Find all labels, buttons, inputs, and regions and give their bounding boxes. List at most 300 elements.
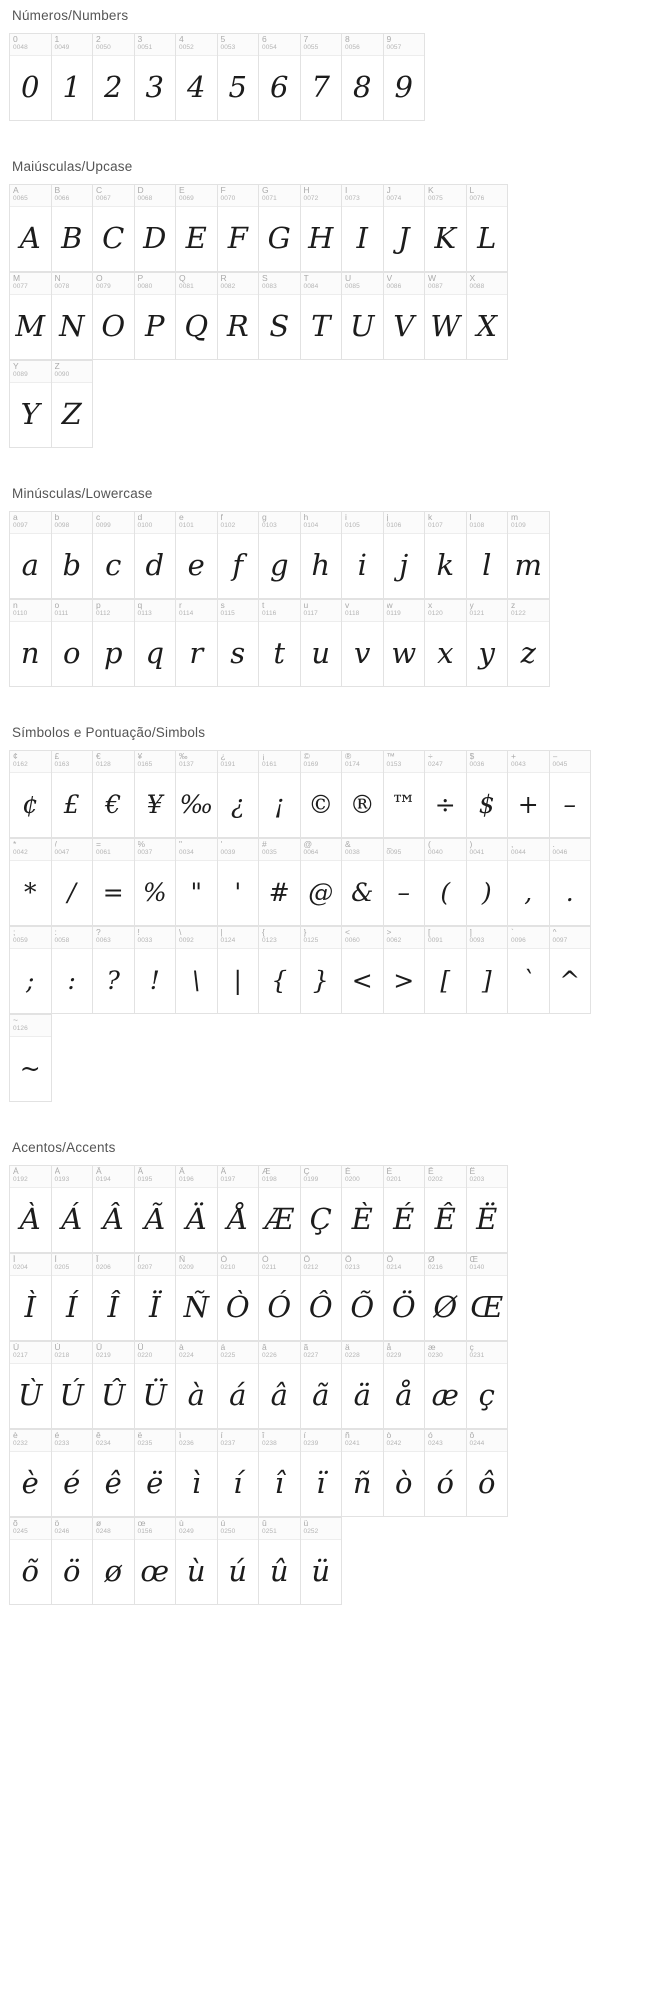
glyph-cell[interactable] [93, 34, 135, 121]
glyph-cell[interactable] [52, 839, 94, 926]
glyph-preview: Ã [144, 1201, 166, 1236]
glyph-code-label: 0093 [469, 937, 485, 944]
glyph-cell[interactable] [425, 1254, 467, 1341]
glyph-cell[interactable] [135, 185, 177, 272]
glyph-cell[interactable] [176, 1430, 218, 1517]
glyph-cell[interactable] [135, 1166, 177, 1253]
glyph-preview: @ [308, 877, 334, 907]
glyph-code-label: 0055 [303, 44, 319, 51]
glyph-cell[interactable] [10, 185, 52, 272]
glyph-code-label: 0245 [13, 1528, 28, 1535]
glyph-cell[interactable] [10, 839, 52, 926]
glyph-meta [301, 1430, 342, 1452]
glyph-section-accents [0, 1132, 661, 1605]
glyph-preview: ô [478, 1465, 496, 1500]
glyph-cell[interactable] [52, 1518, 94, 1605]
glyph-cell[interactable] [10, 1518, 52, 1605]
glyph-preview: ( [440, 877, 451, 907]
glyph-cell[interactable] [10, 927, 52, 1014]
glyph-cell[interactable] [259, 1254, 301, 1341]
glyph-preview: ó [436, 1465, 454, 1500]
glyph-preview: f [232, 547, 244, 582]
glyph-meta [218, 600, 259, 622]
glyph-cell[interactable] [10, 1015, 52, 1102]
glyph-cell[interactable] [384, 34, 426, 121]
glyph-cell[interactable] [425, 185, 467, 272]
glyph-cell[interactable] [259, 1518, 301, 1605]
glyph-cell[interactable] [52, 600, 94, 687]
glyph-cell[interactable] [301, 1254, 343, 1341]
glyph-cell[interactable] [135, 600, 177, 687]
glyph-char-label: % [137, 840, 146, 849]
glyph-preview: ¡ [274, 789, 285, 819]
glyph-cell[interactable] [10, 751, 52, 838]
glyph-char-label: ò [386, 1431, 392, 1440]
glyph-code-label: 0071 [262, 195, 277, 202]
glyph-cell[interactable] [342, 1254, 384, 1341]
glyph-cell[interactable] [301, 1430, 343, 1517]
glyph-preview: = [102, 877, 124, 907]
glyph-cell[interactable] [135, 927, 177, 1014]
glyph-cell[interactable] [384, 512, 426, 599]
glyph-code-label: 0162 [13, 761, 28, 768]
glyph-cell[interactable] [52, 185, 94, 272]
glyph-char-label: ï [303, 1431, 306, 1440]
glyph-cell[interactable] [93, 751, 135, 838]
glyph-preview: e [187, 547, 205, 582]
glyph-preview: E [185, 220, 207, 255]
glyph-cell[interactable] [52, 751, 94, 838]
glyph-preview: F [227, 220, 248, 255]
glyph-cell[interactable] [467, 512, 509, 599]
glyph-code-label: 0230 [428, 1352, 443, 1359]
glyph-cell[interactable] [135, 839, 177, 926]
glyph-char-label: x [428, 601, 433, 610]
glyph-cell[interactable] [10, 34, 52, 121]
glyph-meta [259, 1166, 300, 1188]
glyph-preview: O [101, 308, 126, 343]
glyph-cell[interactable] [425, 927, 467, 1014]
glyph-preview: A [19, 220, 41, 255]
glyph-cell[interactable] [425, 751, 467, 838]
glyph-cell[interactable] [342, 512, 384, 599]
glyph-cell[interactable] [176, 185, 218, 272]
glyph-char-label: D [137, 186, 144, 195]
glyph-cell[interactable] [425, 512, 467, 599]
glyph-cell[interactable] [384, 927, 426, 1014]
glyph-cell[interactable] [384, 185, 426, 272]
glyph-cell[interactable] [218, 600, 260, 687]
glyph-code-label: 0205 [54, 1264, 70, 1271]
glyph-cell[interactable] [135, 1254, 177, 1341]
glyph-cell[interactable] [135, 1518, 177, 1605]
glyph-cell[interactable] [342, 1342, 384, 1429]
glyph-char-label: ¢ [13, 752, 18, 761]
glyph-cell[interactable] [425, 1166, 467, 1253]
glyph-preview: b [62, 547, 82, 582]
glyph-cell[interactable] [384, 751, 426, 838]
glyph-cell[interactable] [93, 512, 135, 599]
glyph-cell[interactable] [218, 34, 260, 121]
glyph-cell[interactable] [508, 600, 550, 687]
glyph-cell[interactable] [93, 927, 135, 1014]
glyph-preview: y [478, 635, 495, 670]
glyph-cell[interactable] [93, 1342, 135, 1429]
glyph-cell[interactable] [218, 1342, 260, 1429]
glyph-cell[interactable] [467, 1166, 509, 1253]
glyph-cell[interactable] [301, 1166, 343, 1253]
glyph-cell[interactable] [93, 600, 135, 687]
glyph-code-label: 0057 [386, 44, 402, 51]
glyph-cell[interactable] [10, 600, 52, 687]
glyph-cell[interactable] [384, 1166, 426, 1253]
glyph-char-label: Ò [220, 1255, 228, 1264]
glyph-cell[interactable] [301, 751, 343, 838]
glyph-meta [52, 34, 93, 56]
glyph-cell[interactable] [135, 1342, 177, 1429]
glyph-meta [218, 751, 259, 773]
glyph-cell[interactable] [259, 927, 301, 1014]
glyph-cell[interactable] [52, 34, 94, 121]
glyph-cell[interactable] [508, 839, 550, 926]
glyph-char-label: Œ [469, 1255, 478, 1264]
glyph-cell[interactable] [176, 1518, 218, 1605]
glyph-cell[interactable] [384, 1430, 426, 1517]
glyph-preview: v [354, 635, 371, 670]
glyph-cell[interactable] [176, 927, 218, 1014]
glyph-cell[interactable] [301, 600, 343, 687]
glyph-preview: H [308, 220, 334, 255]
glyph-cell[interactable] [425, 839, 467, 926]
glyph-cell[interactable] [259, 839, 301, 926]
glyph-meta [10, 751, 51, 773]
glyph-cell[interactable] [342, 600, 384, 687]
glyph-cell[interactable] [93, 1430, 135, 1517]
glyph-cell[interactable] [135, 751, 177, 838]
glyph-preview: 1 [62, 69, 81, 104]
glyph-preview: Ô [308, 1289, 333, 1324]
glyph-cell[interactable] [10, 273, 52, 360]
glyph-char-label: ê [96, 1431, 101, 1440]
glyph-cell[interactable] [176, 1166, 218, 1253]
glyph-meta [384, 927, 425, 949]
glyph-cell[interactable] [259, 751, 301, 838]
glyph-cell[interactable] [176, 839, 218, 926]
glyph-meta [93, 1166, 134, 1188]
glyph-cell[interactable] [342, 34, 384, 121]
glyph-preview: 3 [145, 69, 164, 104]
glyph-cell[interactable] [550, 839, 592, 926]
glyph-code-label: 0199 [303, 1176, 319, 1183]
glyph-code-label: 0042 [13, 849, 28, 856]
glyph-cell[interactable] [176, 34, 218, 121]
glyph-code-label: 0058 [54, 937, 70, 944]
glyph-cell[interactable] [176, 600, 218, 687]
glyph-cell[interactable] [301, 839, 343, 926]
glyph-code-label: 0198 [262, 1176, 277, 1183]
glyph-cell[interactable] [218, 512, 260, 599]
glyph-char-label: ` [511, 928, 514, 937]
glyph-cell[interactable] [10, 512, 52, 599]
glyph-cell[interactable] [176, 273, 218, 360]
glyph-cell[interactable] [467, 927, 509, 1014]
glyph-meta [467, 1342, 508, 1364]
glyph-meta [10, 1342, 51, 1364]
glyph-preview: J [397, 220, 410, 255]
glyph-cell[interactable] [259, 273, 301, 360]
glyph-cell[interactable] [467, 600, 509, 687]
glyph-preview: } [312, 965, 329, 995]
glyph-meta [425, 512, 466, 534]
glyph-cell[interactable] [342, 1166, 384, 1253]
glyph-char-label: æ [428, 1343, 436, 1352]
glyph-cell[interactable] [301, 512, 343, 599]
glyph-cell[interactable] [301, 1342, 343, 1429]
glyph-preview: á [229, 1377, 247, 1412]
glyph-cell[interactable] [342, 839, 384, 926]
glyph-cell[interactable] [218, 927, 260, 1014]
glyph-meta [425, 927, 466, 949]
glyph-meta [259, 839, 300, 861]
glyph-meta [218, 927, 259, 949]
glyph-meta [176, 927, 217, 949]
glyph-cell[interactable] [52, 1254, 94, 1341]
glyph-preview: M [15, 308, 46, 343]
glyph-meta [176, 1166, 217, 1188]
glyph-cell[interactable] [93, 1518, 135, 1605]
glyph-cell[interactable] [342, 751, 384, 838]
glyph-preview: , [524, 877, 533, 907]
glyph-meta [508, 839, 549, 861]
glyph-cell[interactable] [550, 927, 592, 1014]
glyph-cell[interactable] [135, 34, 177, 121]
glyph-cell[interactable] [93, 185, 135, 272]
glyph-cell[interactable] [259, 1166, 301, 1253]
glyph-cell[interactable] [93, 839, 135, 926]
glyph-code-label: 0075 [428, 195, 443, 202]
glyph-meta [259, 1342, 300, 1364]
glyph-cell[interactable] [467, 1430, 509, 1517]
glyph-cell[interactable] [218, 1518, 260, 1605]
glyph-meta [342, 1166, 383, 1188]
glyph-cell[interactable] [259, 34, 301, 121]
glyph-meta [259, 185, 300, 207]
glyph-preview: ù [186, 1553, 206, 1588]
glyph-cell[interactable] [52, 273, 94, 360]
glyph-meta [467, 1430, 508, 1452]
glyph-cell[interactable] [550, 751, 592, 838]
glyph-meta [93, 839, 134, 861]
glyph-cell[interactable] [259, 600, 301, 687]
glyph-preview: * [24, 877, 37, 907]
glyph-cell[interactable] [10, 361, 52, 448]
glyph-cell[interactable] [342, 273, 384, 360]
glyph-cell[interactable] [218, 1430, 260, 1517]
glyph-cell[interactable] [218, 1166, 260, 1253]
glyph-cell[interactable] [384, 1342, 426, 1429]
glyph-cell[interactable] [467, 185, 509, 272]
glyph-char-label: o [54, 601, 60, 610]
glyph-cell[interactable] [218, 839, 260, 926]
glyph-cell[interactable] [176, 1254, 218, 1341]
glyph-cell[interactable] [135, 512, 177, 599]
glyph-char-label: Å [220, 1167, 227, 1176]
glyph-preview: 4 [187, 69, 206, 104]
glyph-code-label: 0194 [96, 1176, 111, 1183]
glyph-cell[interactable] [93, 1254, 135, 1341]
glyph-row [9, 1517, 342, 1605]
glyph-cell[interactable] [259, 1430, 301, 1517]
glyph-preview: Ö [391, 1289, 416, 1324]
glyph-preview: é [63, 1465, 81, 1500]
glyph-char-label: C [96, 186, 103, 195]
glyph-preview: 9 [394, 69, 413, 104]
glyph-cell[interactable] [218, 185, 260, 272]
glyph-cell[interactable] [135, 1430, 177, 1517]
glyph-cell[interactable] [10, 1342, 52, 1429]
glyph-char-label: F [220, 186, 226, 195]
glyph-cell[interactable] [384, 1254, 426, 1341]
glyph-cell[interactable] [176, 1342, 218, 1429]
glyph-preview: D [143, 220, 167, 255]
glyph-meta [52, 361, 93, 383]
glyph-cell[interactable] [52, 512, 94, 599]
glyph-code-label: 0211 [262, 1264, 277, 1271]
glyph-cell[interactable] [135, 273, 177, 360]
glyph-cell[interactable] [508, 751, 550, 838]
glyph-code-label: 0088 [469, 283, 485, 290]
glyph-cell[interactable] [342, 927, 384, 1014]
glyph-cell[interactable] [508, 927, 550, 1014]
glyph-cell[interactable] [301, 1518, 343, 1605]
glyph-char-label: Ù [13, 1343, 20, 1352]
glyph-code-label: 0191 [220, 761, 236, 768]
glyph-preview: â [270, 1377, 288, 1412]
glyph-cell[interactable] [425, 1430, 467, 1517]
glyph-code-label: 0123 [262, 937, 277, 944]
glyph-cell[interactable] [218, 273, 260, 360]
glyph-cell[interactable] [218, 1254, 260, 1341]
glyph-meta [508, 512, 549, 534]
glyph-preview: ç [478, 1377, 495, 1412]
glyph-cell[interactable] [342, 185, 384, 272]
glyph-code-label: 0070 [220, 195, 236, 202]
glyph-cell[interactable] [52, 1430, 94, 1517]
glyph-meta [218, 1166, 259, 1188]
glyph-cell[interactable] [467, 1342, 509, 1429]
glyph-char-label: * [13, 840, 17, 849]
glyph-char-label: N [54, 274, 61, 283]
glyph-code-label: 0049 [54, 44, 70, 51]
glyph-code-label: 0064 [303, 849, 319, 856]
glyph-preview: s [230, 635, 246, 670]
glyph-char-label: 7 [303, 35, 309, 44]
glyph-cell[interactable] [467, 839, 509, 926]
glyph-char-label: ø [96, 1519, 102, 1528]
glyph-cell[interactable] [259, 512, 301, 599]
glyph-cell[interactable] [52, 927, 94, 1014]
glyph-cell[interactable] [425, 600, 467, 687]
glyph-row [9, 511, 550, 599]
glyph-char-label: 0 [13, 35, 18, 44]
glyph-cell[interactable] [52, 1342, 94, 1429]
glyph-cell[interactable] [52, 361, 94, 448]
glyph-cell[interactable] [301, 927, 343, 1014]
glyph-preview: . [565, 877, 574, 907]
glyph-preview: œ [140, 1553, 170, 1588]
glyph-cell[interactable] [259, 185, 301, 272]
glyph-char-label: Ã [137, 1167, 144, 1176]
glyph-cell[interactable] [176, 751, 218, 838]
glyph-meta [176, 273, 217, 295]
glyph-cell[interactable] [301, 273, 343, 360]
glyph-char-label: X [469, 274, 476, 283]
glyph-cell[interactable] [52, 1166, 94, 1253]
glyph-preview: Ä [185, 1201, 207, 1236]
glyph-char-label: I [345, 186, 348, 195]
glyph-cell[interactable] [93, 1166, 135, 1253]
glyph-cell[interactable] [425, 273, 467, 360]
glyph-preview: Ú [59, 1377, 84, 1412]
glyph-code-label: 0107 [428, 522, 443, 529]
glyph-code-label: 0101 [179, 522, 194, 529]
glyph-meta [10, 1430, 51, 1452]
glyph-cell[interactable] [384, 600, 426, 687]
glyph-cell[interactable] [301, 185, 343, 272]
glyph-cell[interactable] [301, 34, 343, 121]
glyph-cell[interactable] [384, 273, 426, 360]
glyph-code-label: 0118 [345, 610, 360, 617]
glyph-char-label: ñ [345, 1431, 350, 1440]
glyph-char-label: < [345, 928, 350, 937]
glyph-meta [218, 1342, 259, 1364]
glyph-cell[interactable] [93, 273, 135, 360]
glyph-cell[interactable] [508, 512, 550, 599]
glyph-char-label: € [96, 752, 101, 761]
glyph-char-label: @ [303, 840, 313, 849]
glyph-cell[interactable] [259, 1342, 301, 1429]
glyph-preview: ê [104, 1465, 122, 1500]
glyph-meta [135, 751, 176, 773]
glyph-cell[interactable] [10, 1254, 52, 1341]
glyph-code-label: 0097 [13, 522, 28, 529]
glyph-cell[interactable] [10, 1430, 52, 1517]
glyph-cell[interactable] [10, 1166, 52, 1253]
glyph-char-label: " [179, 840, 183, 849]
glyph-code-label: 0059 [13, 937, 28, 944]
glyph-char-label: ö [54, 1519, 60, 1528]
glyph-preview: I [356, 220, 368, 255]
glyph-code-label: 0121 [469, 610, 485, 617]
glyph-cell[interactable] [384, 839, 426, 926]
glyph-code-label: 0068 [137, 195, 153, 202]
glyph-cell[interactable] [218, 751, 260, 838]
glyph-cell[interactable] [467, 273, 509, 360]
glyph-cell[interactable] [425, 1342, 467, 1429]
glyph-cell[interactable] [342, 1430, 384, 1517]
glyph-cell[interactable] [467, 751, 509, 838]
glyph-preview: Ø [433, 1289, 458, 1324]
glyph-preview: Õ [350, 1289, 375, 1324]
glyph-cell[interactable] [467, 1254, 509, 1341]
glyph-code-label: 0206 [96, 1264, 111, 1271]
glyph-preview: ™ [391, 789, 417, 819]
glyph-code-label: 0192 [13, 1176, 28, 1183]
glyph-preview: 6 [270, 69, 289, 104]
glyph-cell[interactable] [176, 512, 218, 599]
glyph-code-label: 0203 [469, 1176, 485, 1183]
glyph-meta [425, 185, 466, 207]
